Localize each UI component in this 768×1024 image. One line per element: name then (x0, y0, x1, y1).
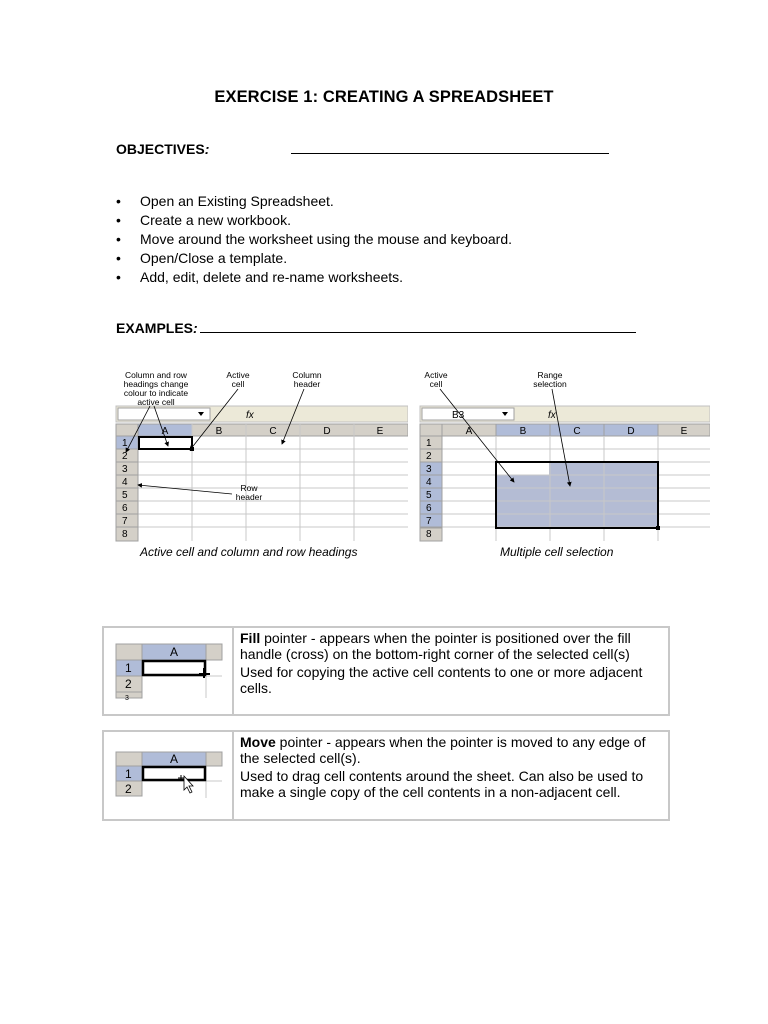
column-header: A (169, 645, 179, 659)
examples-heading (116, 320, 636, 336)
callout-active-line: Active (424, 370, 448, 380)
fill-pointer-text (234, 628, 668, 714)
row-header: 7 (426, 516, 432, 527)
list-item: • Open an Existing Spreadsheet. (116, 192, 512, 211)
name-box (422, 408, 514, 420)
list-item: • Open/Close a template. (116, 249, 512, 268)
fill-pointer-box (102, 626, 670, 716)
row-header: 4 (122, 477, 128, 488)
move-pointer-text (234, 732, 668, 819)
column-header: C (573, 426, 581, 437)
callout-row-line: header (235, 492, 263, 502)
fill-term: Fill (240, 630, 261, 646)
callout-range-line: selection (533, 379, 567, 389)
callout-active-line: cell (231, 379, 245, 389)
row-header: 8 (122, 529, 128, 540)
name-box (118, 408, 210, 420)
objectives-heading (116, 141, 609, 157)
select-all-corner (116, 424, 138, 436)
move-usage: Used to drag cell contents around the sheet. Can also be used to make a single copy of the cell contents in a non-adjacent cell. (240, 768, 644, 800)
move-pointer-box (102, 730, 670, 821)
page-title: EXERCISE 1: CREATING A SPREADSHEET (214, 88, 554, 106)
fill-description: pointer - appears when the pointer is positioned over the fill handle (cross) on the bottom-right corner of the selected cell(s) (240, 630, 631, 662)
list-item: • Add, edit, delete and re-name worksheets. (116, 268, 512, 287)
name-box-value: B3 (452, 410, 465, 421)
row-header: 2 (125, 782, 132, 796)
callout-column-line: header (293, 379, 321, 389)
column-header: C (269, 426, 277, 437)
figure2-caption: Multiple cell selection (500, 545, 614, 559)
examples-underline (200, 320, 636, 333)
row-header: 1 (426, 438, 432, 449)
figure1-caption: Active cell and column and row headings (140, 545, 358, 559)
list-item: • Move around the worksheet using the mouse and keyboard. (116, 230, 512, 249)
column-header: B (215, 426, 223, 437)
column-header: D (323, 426, 331, 437)
row-header: 8 (426, 529, 432, 540)
objectives-label: OBJECTIVES (116, 141, 205, 157)
row-header: 2 (125, 677, 132, 691)
figure-multiple-selection (418, 364, 710, 544)
list-item: • Create a new workbook. (116, 211, 512, 230)
fill-pointer-image (104, 628, 234, 714)
fill-usage: Used for copying the active cell contents to one or more adjacent cells. (240, 664, 643, 696)
figure-active-cell (114, 364, 408, 544)
column-header: E (680, 426, 688, 437)
callout-headings-line: colour to indicate (123, 388, 189, 398)
objectives-underline (291, 141, 609, 154)
fx-icon: fx (246, 410, 254, 421)
column-header: E (376, 426, 384, 437)
callout-column-line: Column (292, 370, 322, 380)
column-header: A (169, 752, 179, 766)
callout-headings-line: Column and row (125, 370, 187, 380)
move-description: pointer - appears when the pointer is moved to any edge of the selected cell(s). (240, 734, 646, 766)
row-header: 2 (426, 451, 432, 462)
examples-label: EXAMPLES (116, 320, 194, 336)
column-header: D (627, 426, 635, 437)
row-header: 3 (125, 695, 129, 702)
move-pointer-illustration (104, 732, 232, 819)
active-cell (497, 463, 549, 475)
row-header: 6 (426, 503, 432, 514)
row-header: 1 (122, 438, 128, 449)
fill-pointer-illustration (104, 628, 232, 714)
row-header: 3 (122, 464, 128, 475)
spreadsheet-figure-1 (114, 364, 408, 544)
fill-handle (656, 526, 660, 530)
spreadsheet-figure-2 (418, 364, 710, 544)
column-header: A (465, 426, 473, 437)
active-cell (143, 661, 205, 675)
row-header: 5 (122, 490, 128, 501)
callout-active-line: cell (429, 379, 443, 389)
row-header: 1 (125, 661, 132, 675)
move-term: Move (240, 734, 276, 750)
active-cell (143, 767, 205, 780)
examples-colon: : (193, 320, 198, 336)
row-header: 1 (125, 767, 132, 781)
callout-row-line: Row (240, 483, 258, 493)
row-header: 6 (122, 503, 128, 514)
callout-active-line: Active (226, 370, 250, 380)
row-header: 4 (426, 477, 432, 488)
objectives-colon: : (204, 141, 210, 157)
move-pointer-image (104, 732, 234, 819)
row-header: 3 (426, 464, 432, 475)
fx-icon: fx (548, 410, 556, 421)
callout-headings-line: active cell (137, 397, 175, 407)
column-header: A (161, 426, 169, 437)
row-header: 7 (122, 516, 128, 527)
callout-headings-line: headings change (123, 379, 189, 389)
callout-range-line: Range (537, 370, 563, 380)
objectives-list (116, 192, 512, 287)
row-header: 2 (122, 451, 128, 462)
row-header: 5 (426, 490, 432, 501)
column-header: B (519, 426, 527, 437)
